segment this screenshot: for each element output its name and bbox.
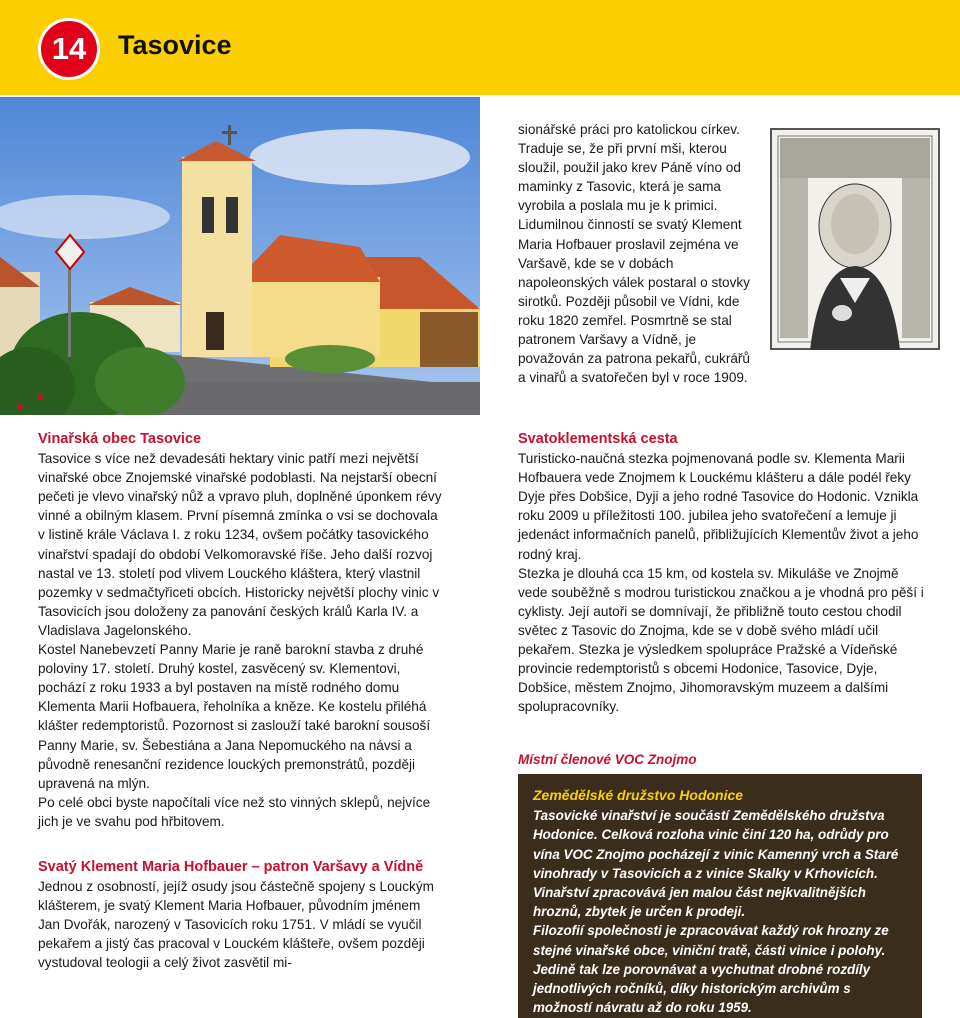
member-box-paragraph-2: Filozofií společnosti je zpracovávat každý rok hrozny ze stejné vinařské obce, viniční tratě, části vinice i polohy. Jedině tak lze porovnávat a vychutnat drobné rozdíly jednotlivých ročníků, díky historickým archivům s možností návratu až do roku 1959.: [533, 923, 889, 1016]
right-column: [518, 430, 928, 716]
paragraph-trail: Turisticko-naučná stezka pojmenovaná podle sv. Klementa Marii Hofbauera vede Znojmem k Louckému klášteru a dále podél řeky Dyje přes Dobšice, Dyji a jeho rodné Tasovice do Hodonic. Vznikla roku 2009 u příležitosti 100. jubilea jeho svatořečení a lemuje ji jedenáct informačních panelů, přibližujících Klementův život a jeho rodný kraj.: [518, 451, 919, 562]
member-box-paragraph-1: Tasovické vinařství je součástí Zemědělského družstva Hodonice. Celková rozloha vinic činí 120 ha, odrůdy pro vína VOC Znojmo pocházejí z vinic Kamenný vrch a Staré vinohrady v Tasovicích a z vinice Skalky v Krhovicích. Vinařství zpracovává jen malou část nejkvalitnějších hroznů, zbytek je určen k prodeji.: [533, 808, 899, 920]
heading-svatoklementska-cesta: Svatoklementská cesta: [518, 431, 678, 447]
church-photo: [0, 97, 480, 415]
member-box-title: Zemědělské družstvo Hodonice: [533, 787, 744, 803]
hofbauer-portrait-engraving: [770, 128, 940, 350]
chapter-number-badge: 14: [38, 18, 100, 80]
right-top-text: [518, 120, 758, 387]
paragraph-cellars: Po celé obci byste napočítali více než sto vinných sklepů, nejvíce jich je ve svahu pod hřbitovem.: [38, 794, 431, 829]
members-heading: Místní členové VOC Znojmo: [518, 752, 697, 767]
left-column-lower: [38, 858, 442, 973]
paragraph-hofbauer-continued: sionářské práci pro katolickou církev. Traduje se, že při první mši, kterou sloužil, použil jako krev Páně víno od maminky z Tasovic, která je sama vyrobila a poslala mu je k primici. Lidumilnou činností se svatý Klement Maria Hofbauer proslavil zejména ve Varšavě, kde se v dobách napoleonských válek postaral o stovky sirotků. Později působil ve Vídni, kde roku 1820 zemřel. Posmrtně se stal patronem Varšavy a Vídně, je považován za patrona pekařů, cukrářů a vinařů a svatořečen byl v roce 1909.: [518, 122, 750, 386]
heading-vinarska-obec: Vinařská obec Tasovice: [38, 431, 202, 447]
left-column: [38, 430, 442, 831]
member-box: [518, 774, 922, 1018]
page-title: Tasovice: [118, 30, 232, 60]
heading-hofbauer: Svatý Klement Maria Hofbauer – patron Varšavy a Vídně: [38, 859, 424, 875]
paragraph-hofbauer: Jednou z osobností, jejíž osudy jsou částečně spojeny s Louckým klášterem, je svatý Klement Maria Hofbauer, původním jménem Jan Dvořák, narozený v Tasovicích roku 1751. V mládí se vyučil pekařem a jistý čas pracoval v Louckém klášteře, ovšem později vystudoval teologii a celý život zasvětil mi-: [38, 879, 434, 971]
paragraph-history: Tasovice s více než devadesáti hektary vinic patří mezi největší vinařské obce Znojemské vinařské podoblasti. Na nejstarší obecní pečeti je vlevo vinařský nůž a vpravo pluh, doplněné úponkem révy vinné a obilným klasem. První písemná zmínka o vsi se dochovala v listině krále Václava I. z roku 1234, ovšem počátky tasovického vinařství spadají do období Velkomoravské říše. Jeho další rozvoj nastal ve 13. století pod vlivem Louckého kláštera, který vlastnil pozemky v sedmačtyřiceti obcích. Historicky největší plochy vinic v Tasovicích jsou doloženy za panování českých králů Karla IV. a Vladislava Jagelonského.: [38, 451, 442, 638]
page-header: [0, 0, 960, 95]
paragraph-trail-details: Stezka je dlouhá cca 15 km, od kostela sv. Mikuláše ve Znojmě vede souběžně s modrou turistickou značkou a je vhodná pro pěší i cyklisty. Její autoři se domnívají, že přibližně touto cestou chodil světec z Tasovic do Znojma, kde se v době svého mládí učil pekařem. Stezka je výsledkem spolupráce Pražské a Vídeňské provincie redemptoristů s obcemi Hodonice, Tasovice, Dyje, Dobšice, městem Znojmo, Jihomoravským muzeem a dalšími spolupracovníky.: [518, 565, 924, 715]
paragraph-churches: Kostel Nanebevzetí Panny Marie je raně barokní stavba z druhé poloviny 17. století. Druhý kostel, zasvěcený sv. Klementovi, pochází z roku 1933 a byl postaven na místě rodného domu Klementa Marii Hofbauera, řeholníka a kněze. Ke kostelu přiléhá klášter redemptoristů. Pozornost si zaslouží také barokní sousoší Panny Marie, sv. Šebestiána a Jana Nepomuckého na návsi a původně renesanční rezidence louckých premonstrátů, později upravená na mlýn.: [38, 642, 431, 791]
